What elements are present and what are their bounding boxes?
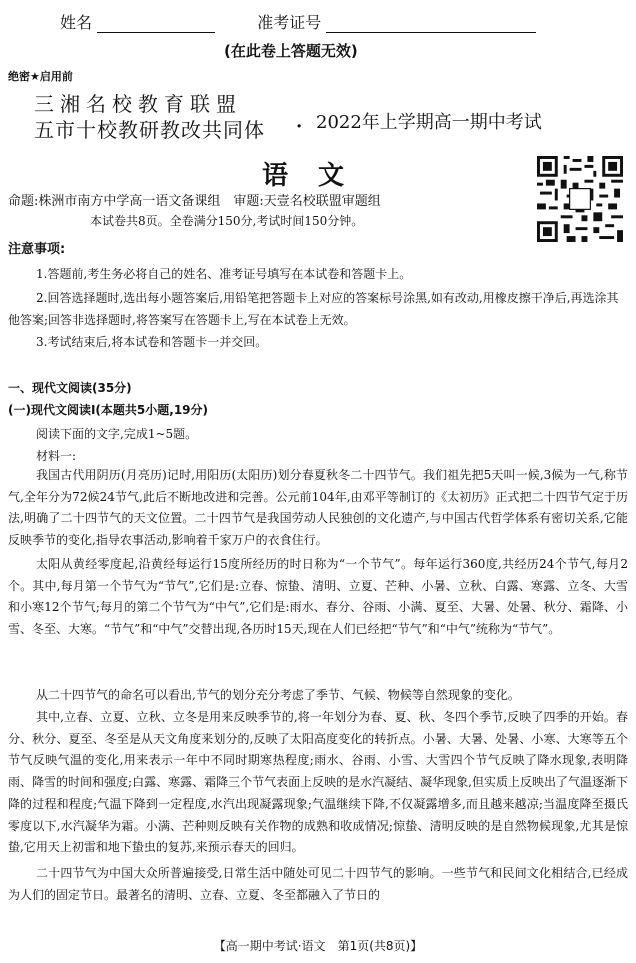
name-field[interactable] bbox=[97, 14, 215, 33]
page-footer: 【高一期中考试·语文 第1页(共8页)】 bbox=[213, 939, 423, 953]
subsection-title: (一)现代文阅读Ⅰ(本题共5小题,19分) bbox=[8, 403, 209, 417]
body-paragraph: 我国古代用阴历(月亮历)记时,用阳历(太阳历)划分春夏秋冬二十四节气。我们祖先把5天叫一候,3候为一气,称节气,全年分为72候24节气,此后不断地改进和完善。公元前104年,由邓平等制订的《太初历》正式把二十四节气定于历法,明确了二十四节气的天文位置。二十四节气是我国劳动人民独创的文化遗产,与中国古代哲学体系有密切关系,它能反映季节的变化,指导农事活动,影响着千家万户的衣食住行。 bbox=[8, 468, 628, 548]
material-label: 材料一: bbox=[36, 449, 77, 463]
section-title: 一、现代文阅读(35分) bbox=[8, 381, 132, 395]
note-item: 3.考试结束后,将本试卷和答题卡一并交回。 bbox=[36, 335, 268, 349]
org-line-1: 三湘名校教育联盟 bbox=[34, 92, 242, 116]
body-paragraph: 从二十四节气的命名可以看出,节气的划分充分考虑了季节、气候、物候等自然现象的变化。 bbox=[36, 688, 520, 702]
body-paragraph: 二十四节气为中国大众所普遍接受,日常生活中随处可见二十四节气的影响。一些节气和民间文化相结合,已经成为人们的固定节日。最著名的清明、立春、立夏、冬至都融入了节日的 bbox=[8, 866, 628, 902]
subject-char-1: 语 bbox=[262, 161, 291, 191]
title-dot: · bbox=[296, 116, 303, 137]
note-item: 2.回答选择题时,选出每小题答案后,用铅笔把答题卡上对应的答案标号涂黑,如有改动,用橡皮擦干净后,再选涂其他答案;回答非选择题时,将答案写在答题卡上,写在本试卷上无效。 bbox=[8, 291, 619, 327]
note-item: 1.答题前,考生务必将自己的姓名、准考证号填写在本试卷和答题卡上。 bbox=[36, 267, 412, 281]
body-paragraph: 太阳从黄经零度起,沿黄经每运行15度所经历的时日称为“一个节气”。每年运行360度,共经历24个节气,每月2个。其中,每月第一个节气为“节气”,它们是:立春、惊蛰、清明、立夏、芒种、小暑、立秋、白露、寒露、立冬、大雪和小寒12个节气;每月的第二个节气为“中气”,它们是:雨水、春分、谷雨、小满、夏至、大暑、处暑、秋分、霜降、小雪、冬至、大寒。“节气”和“中气”交替出现,各历时15天,现在人们已经把“节气”和“中气”统称为“节气”。 bbox=[8, 557, 628, 637]
subject-char-2: 文 bbox=[318, 161, 347, 191]
reading-instruction: 阅读下面的文字,完成1~5题。 bbox=[36, 427, 198, 441]
notes-title: 注意事项: bbox=[8, 242, 66, 257]
org-line-2: 五市十校教研教改共同体 bbox=[34, 118, 265, 142]
no-answer-notice: (在此卷上答题无效) bbox=[224, 42, 358, 60]
name-label: 姓名 bbox=[60, 13, 93, 32]
exam-no-label: 准考证号 bbox=[257, 13, 322, 32]
score-info: 本试卷共8页。全卷满分150分,考试时间150分钟。 bbox=[90, 214, 364, 228]
authors-line: 命题:株洲市南方中学高一语文备课组 审题:天壹名校联盟审题组 bbox=[8, 194, 381, 209]
body-paragraph: 其中,立春、立夏、立秋、立冬是用来反映季节的,将一年划分为春、夏、秋、冬四个季节,反映了四季的开始。春分、秋分、夏至、冬至是从天文角度来划分的,反映了太阳高度变化的转折点。小暑、大暑、处暑、小寒、大寒等五个节气反映气温的变化,用来表示一年中不同时期寒热程度;雨水、谷雨、小雪、大雪四个节气反映了降水现象,表明降雨、降雪的时间和强度;白露、寒露、霜降三个节气表面上反映的是水汽凝结、凝华现象,但实质上反映出了气温逐渐下降的过程和程度;气温下降到一定程度,水汽出现凝露现象;气温继续下降,不仅凝露增多,而且越来越凉;当温度降至摄氏零度以下,水汽凝华为霜。小满、芒种则反映有关作物的成熟和收成情况;惊蛰、清明反映的是自然物候现象,尤其是惊蛰,它用天上初雷和地下蛰虫的复苏,来预示春天的回归。 bbox=[8, 710, 628, 855]
candidate-info-row bbox=[60, 10, 620, 36]
secret-label: 绝密★启用前 bbox=[8, 70, 73, 83]
exam-title: 2022年上学期高一期中考试 bbox=[316, 112, 542, 133]
exam-no-field[interactable] bbox=[326, 14, 536, 33]
qr-code-icon bbox=[537, 156, 623, 242]
subject-title bbox=[262, 155, 346, 192]
